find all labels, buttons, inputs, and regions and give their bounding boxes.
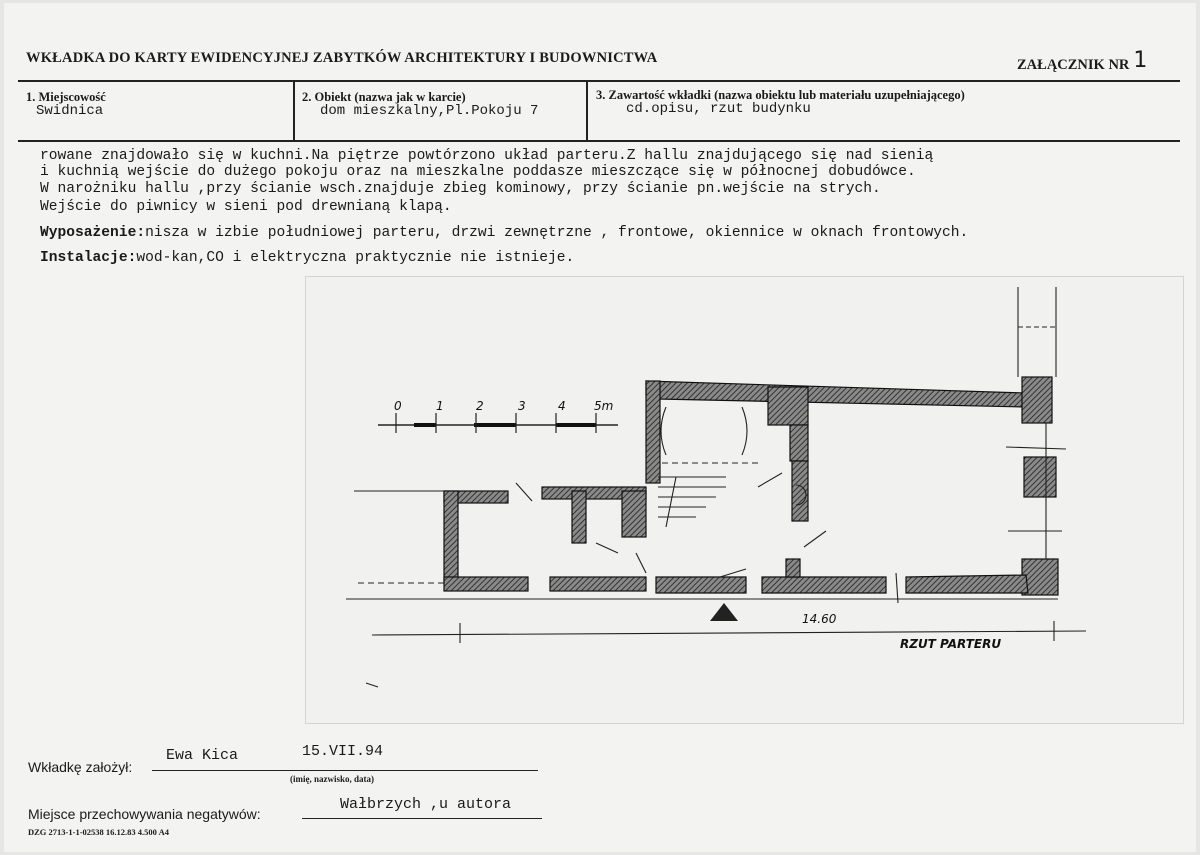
created-date: 15.VII.94 — [302, 743, 384, 760]
created-by-name: Ewa Kica — [166, 747, 239, 764]
field-contents-label: 3. Zawartość wkładki (nazwa obiektu lub materiału uzupełniającego) — [596, 88, 965, 102]
equipment-row — [40, 225, 968, 241]
scale-bar — [378, 399, 618, 433]
negatives-storage-value: Wałbrzych ,u autora — [340, 796, 512, 813]
storage-underline — [302, 818, 542, 819]
entrance-marker — [710, 603, 738, 621]
annex-label: ZAŁĄCZNIK NR — [1017, 57, 1130, 73]
description-line: i kuchnią wejście do dużego pokoju oraz na mieszkalne poddasze mieszczące się w północnej dobudówce. — [40, 164, 916, 180]
scale-tick-label: 0 — [394, 399, 402, 413]
installations-text: wod-kan,CO i elektryczna praktycznie nie istnieje. — [136, 250, 575, 266]
equipment-label: Wyposażenie: — [40, 225, 146, 241]
scale-tick-label: 5m — [594, 399, 614, 413]
description-line: W narożniku hallu ,przy ścianie wsch.znajduje zbieg kominowy, przy ścianie pn.wejście na strych. — [40, 181, 881, 197]
installations-label: Instalacje: — [40, 250, 137, 266]
description-line: rowane znajdowało się w kuchni.Na piętrze powtórzono układ parteru.Z hallu znajdującego się nad sienią — [40, 148, 934, 164]
description-line: Wejście do piwnicy w sieni pod drewnianą klapą. — [40, 199, 452, 215]
equipment-text: nisza w izbie południowej parteru, drzwi zewnętrzne , frontowe, okiennice w oknach frontowych. — [145, 225, 969, 241]
document-title: WKŁADKA DO KARTY EWIDENCYJNEJ ZABYTKÓW ARCHITEKTURY I BUDOWNICTWA — [26, 50, 658, 66]
floor-plan-drawing — [306, 277, 1183, 723]
field-location-value: Swidnica — [36, 103, 104, 119]
field-separator-2 — [586, 81, 588, 140]
created-by-label: Wkładkę założył: — [28, 759, 133, 775]
header-divider — [18, 80, 1180, 82]
plan-linework — [346, 287, 1086, 687]
field-separator-1 — [293, 81, 295, 140]
field-object-label: 2. Obiekt (nazwa jak w karcie) — [302, 90, 466, 104]
created-hint: (imię, nazwisko, data) — [290, 774, 374, 784]
annex-number: 1 — [1133, 48, 1148, 73]
print-code: DZG 2713-1-1-02538 16.12.83 4.500 A4 — [28, 827, 169, 837]
floor-plan-photo — [305, 276, 1184, 724]
annex-label-group — [1017, 50, 1147, 75]
scale-tick-label: 2 — [476, 399, 484, 413]
field-contents-value: cd.opisu, rzut budynku — [626, 101, 811, 117]
field-object-value: dom mieszkalny,Pl.Pokoju 7 — [320, 103, 539, 119]
installations-row — [40, 250, 574, 266]
scale-tick-label: 4 — [558, 399, 566, 413]
scale-tick-label: 3 — [518, 399, 526, 413]
dimension-label: 14.60 — [802, 612, 837, 626]
fields-divider — [18, 140, 1180, 142]
field-location-label: 1. Miejscowość — [26, 90, 106, 104]
created-underline — [152, 770, 538, 771]
plan-walls — [444, 377, 1058, 595]
plan-caption: RZUT PARTERU — [900, 637, 1002, 651]
scale-tick-label: 1 — [436, 399, 444, 413]
negatives-storage-label: Miejsce przechowywania negatywów: — [28, 806, 261, 822]
